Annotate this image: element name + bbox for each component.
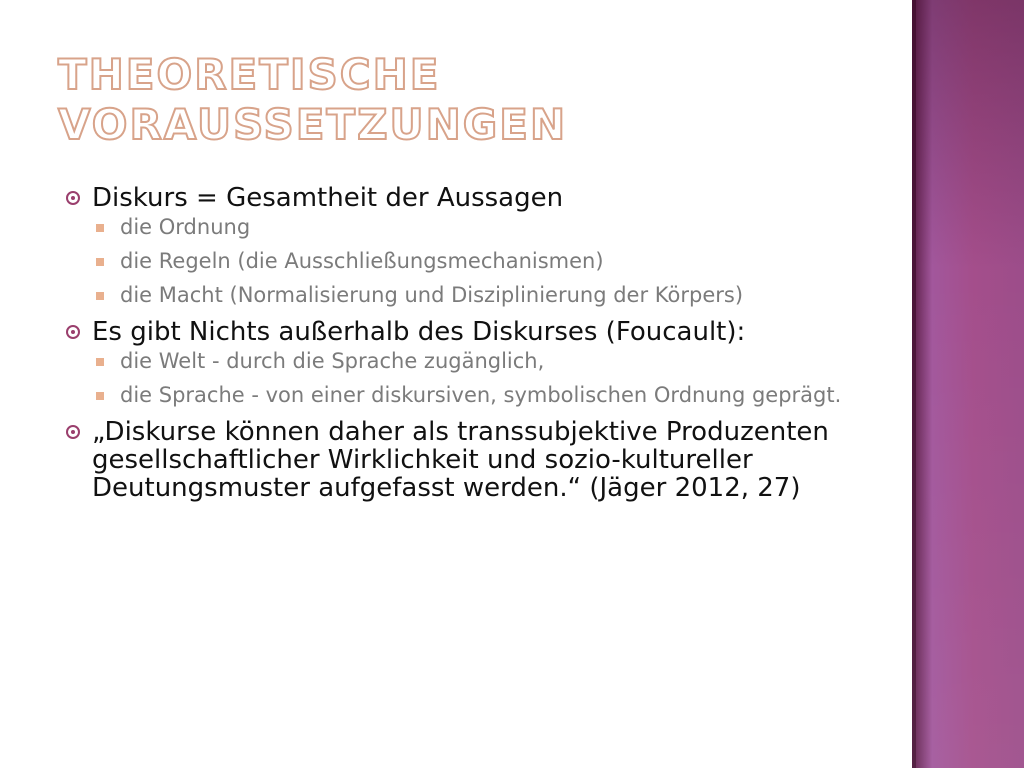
- sub-bullet-item: [66, 216, 856, 238]
- sub-list: [66, 350, 856, 406]
- bullet-text: Diskurs = Gesamtheit der Aussagen: [92, 183, 564, 213]
- decorative-side-bar: [912, 0, 1024, 768]
- sub-bullet-text: die Sprache - von einer diskursiven, symbolischen Ordnung geprägt.: [120, 383, 842, 407]
- bullet-item: [66, 184, 856, 212]
- sub-list: [66, 216, 856, 306]
- bullet-item-quote: [66, 418, 856, 502]
- sub-bullet-text: die Macht (Normalisierung und Disziplinierung der Körpers): [120, 283, 744, 307]
- square-bullet-icon: [96, 358, 104, 366]
- bullet-item: [66, 318, 856, 346]
- sub-bullet-text: die Ordnung: [120, 215, 251, 239]
- circle-dot-bullet-icon: [66, 425, 80, 439]
- title-line-1: THEORETISCHE: [58, 50, 441, 99]
- sub-bullet-text: die Welt - durch die Sprache zugänglich,: [120, 349, 545, 373]
- circle-dot-bullet-icon: [66, 325, 80, 339]
- bullet-text: Es gibt Nichts außerhalb des Diskurses (Foucault):: [92, 317, 746, 347]
- quote-text: „Diskurse können daher als transsubjektive Produzenten gesellschaftlicher Wirklichkeit und sozio-kultureller Deutungsmuster aufgefasst werden.“ (Jäger 2012, 27): [92, 417, 829, 503]
- sub-bullet-item: [66, 284, 856, 306]
- title-line-2: VORAUSSETZUNGEN: [58, 100, 568, 149]
- slide-content: [66, 184, 856, 506]
- slide-title: [58, 50, 567, 150]
- square-bullet-icon: [96, 292, 104, 300]
- sub-bullet-text: die Regeln (die Ausschließungsmechanismen): [120, 249, 604, 273]
- circle-dot-bullet-icon: [66, 191, 80, 205]
- sub-bullet-item: [66, 350, 856, 372]
- square-bullet-icon: [96, 392, 104, 400]
- sub-bullet-item: [66, 384, 856, 406]
- sub-bullet-item: [66, 250, 856, 272]
- square-bullet-icon: [96, 224, 104, 232]
- square-bullet-icon: [96, 258, 104, 266]
